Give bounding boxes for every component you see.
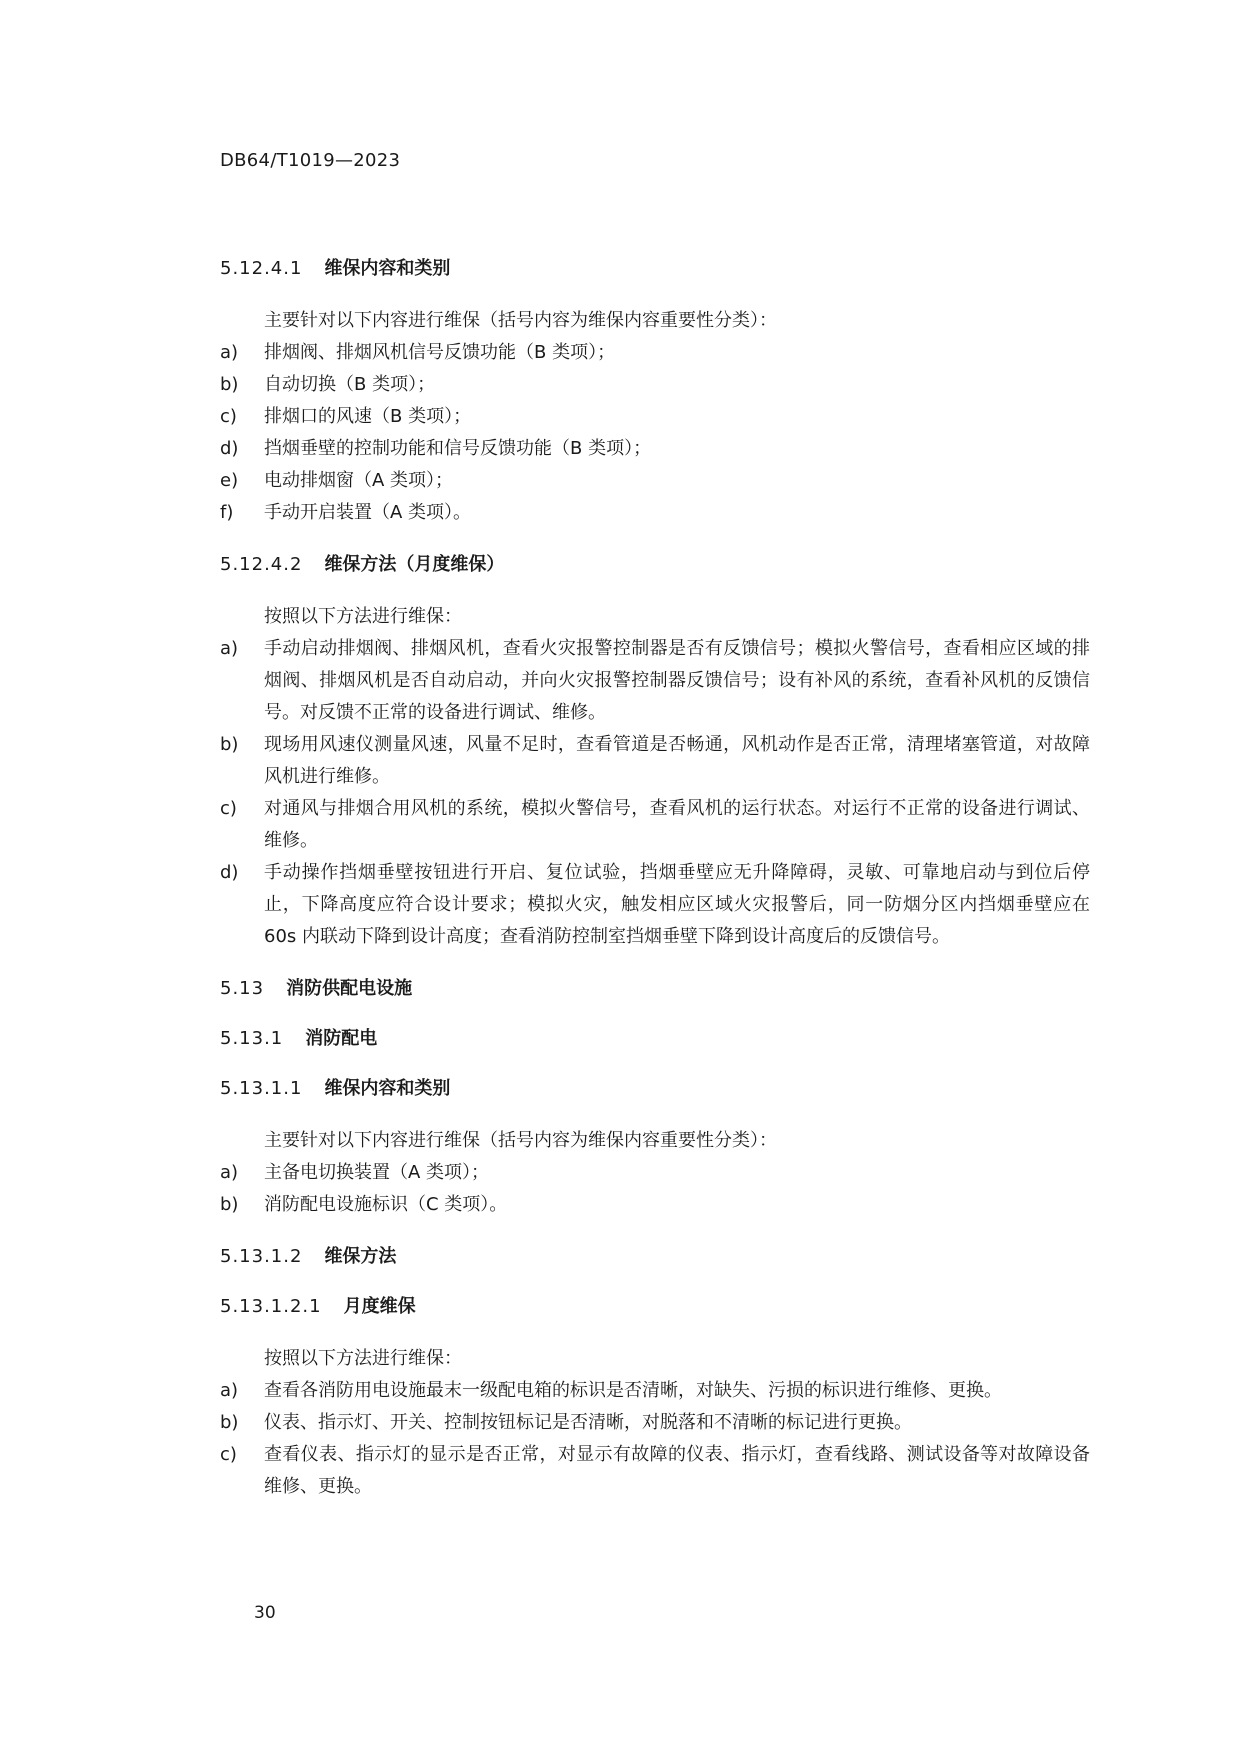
item-marker: c) <box>220 1444 237 1465</box>
document-code: DB64/T1019—2023 <box>220 150 401 171</box>
section-heading <box>220 255 1090 283</box>
list-item <box>220 729 1090 793</box>
item-text: 排烟口的风速（B 类项）； <box>264 406 472 427</box>
item-text: 挡烟垂壁的控制功能和信号反馈功能（B 类项）； <box>264 438 652 459</box>
section-title: 消防配电 <box>305 1028 378 1049</box>
section-intro: 按照以下方法进行维保： <box>264 606 462 627</box>
section-number: 5.13.1.2.1 <box>220 1296 322 1317</box>
item-marker: b) <box>220 734 239 755</box>
list-item <box>220 433 1090 465</box>
item-marker: a) <box>220 1380 239 1401</box>
section-intro: 主要针对以下内容进行维保（括号内容为维保内容重要性分类）： <box>264 310 777 331</box>
list-item <box>220 1407 1090 1439</box>
list-item <box>220 401 1090 433</box>
item-marker: d) <box>220 438 239 459</box>
section-title: 维保内容和类别 <box>324 258 451 279</box>
item-text: 现场用风速仪测量风速，风量不足时，查看管道是否畅通，风机动作是否正常，清理堵塞管道，对故障风机进行维修。 <box>264 734 1090 787</box>
item-list <box>220 337 1090 529</box>
section-title: 月度维保 <box>343 1296 416 1317</box>
list-item <box>220 337 1090 369</box>
item-text: 查看各消防用电设施最末一级配电箱的标识是否清晰，对缺失、污损的标识进行维修、更换。 <box>264 1380 1002 1401</box>
document-body <box>220 255 1090 1525</box>
item-list <box>220 1157 1090 1221</box>
list-item <box>220 857 1090 953</box>
section-number: 5.13.1.2 <box>220 1246 303 1267</box>
section-number: 5.13.1.1 <box>220 1078 303 1099</box>
item-marker: b) <box>220 374 239 395</box>
item-marker: c) <box>220 798 237 819</box>
item-marker: a) <box>220 1162 239 1183</box>
list-item <box>220 465 1090 497</box>
item-marker: a) <box>220 638 239 659</box>
section-title: 消防供配电设施 <box>286 978 413 999</box>
list-item <box>220 1375 1090 1407</box>
section-heading <box>220 1243 1090 1271</box>
page-number: 30 <box>254 1603 276 1623</box>
section-heading <box>220 551 1090 579</box>
item-text: 仪表、指示灯、开关、控制按钮标记是否清晰，对脱落和不清晰的标记进行更换。 <box>264 1412 912 1433</box>
item-list <box>220 633 1090 953</box>
section-title: 维保内容和类别 <box>324 1078 451 1099</box>
list-item <box>220 1157 1090 1189</box>
list-item <box>220 497 1090 529</box>
list-item <box>220 1189 1090 1221</box>
section-title: 维保方法 <box>324 1246 397 1267</box>
section-intro: 主要针对以下内容进行维保（括号内容为维保内容重要性分类）： <box>264 1130 777 1151</box>
item-text: 主备电切换装置（A 类项）； <box>264 1162 490 1183</box>
item-text: 查看仪表、指示灯的显示是否正常，对显示有故障的仪表、指示灯，查看线路、测试设备等对故障设备维修、更换。 <box>264 1444 1090 1497</box>
item-text: 手动操作挡烟垂壁按钮进行开启、复位试验，挡烟垂壁应无升降障碍，灵敏、可靠地启动与到位后停止，下降高度应符合设计要求；模拟火灾，触发相应区域火灾报警后，同一防烟分区内挡烟垂壁应在 60s 内联动下降到设计高度；查看消防控制室挡烟垂壁下降到设计高度后的反馈信号。 <box>264 862 1090 947</box>
section-number: 5.12.4.1 <box>220 258 303 279</box>
item-marker: b) <box>220 1412 239 1433</box>
item-text: 排烟阀、排烟风机信号反馈功能（B 类项）； <box>264 342 616 363</box>
item-text: 电动排烟窗（A 类项）； <box>264 470 454 491</box>
list-item <box>220 793 1090 857</box>
section-title: 维保方法（月度维保） <box>324 554 505 575</box>
item-list <box>220 1375 1090 1503</box>
list-item <box>220 1439 1090 1503</box>
item-text: 自动切换（B 类项）； <box>264 374 436 395</box>
item-text: 对通风与排烟合用风机的系统，模拟火警信号，查看风机的运行状态。对运行不正常的设备进行调试、维修。 <box>264 798 1090 851</box>
list-item <box>220 369 1090 401</box>
item-marker: a) <box>220 342 239 363</box>
item-marker: d) <box>220 862 239 883</box>
item-text: 手动启动排烟阀、排烟风机，查看火灾报警控制器是否有反馈信号；模拟火警信号，查看相应区域的排烟阀、排烟风机是否自动启动，并向火灾报警控制器反馈信号；设有补风的系统，查看补风机的反馈信号。对反馈不正常的设备进行调试、维修。 <box>264 638 1090 723</box>
section-number: 5.12.4.2 <box>220 554 303 575</box>
list-item <box>220 633 1090 729</box>
item-marker: e) <box>220 470 239 491</box>
section-heading <box>220 975 1090 1003</box>
item-text: 消防配电设施标识（C 类项）。 <box>264 1194 508 1215</box>
section-heading <box>220 1075 1090 1103</box>
item-marker: b) <box>220 1194 239 1215</box>
section-heading <box>220 1025 1090 1053</box>
section-heading <box>220 1293 1090 1321</box>
section-intro: 按照以下方法进行维保： <box>264 1348 462 1369</box>
item-text: 手动开启装置（A 类项）。 <box>264 502 472 523</box>
item-marker: c) <box>220 406 237 427</box>
section-number: 5.13.1 <box>220 1028 284 1049</box>
item-marker: f) <box>220 502 234 523</box>
section-number: 5.13 <box>220 978 265 999</box>
